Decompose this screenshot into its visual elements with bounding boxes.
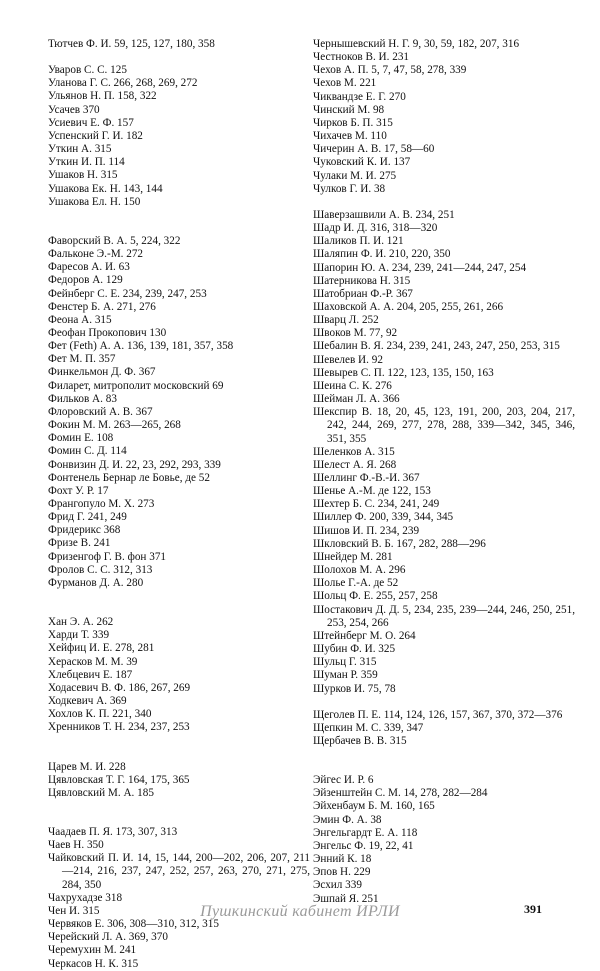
index-entry: Шолье Г.-А. де 52	[313, 577, 399, 590]
index-entry: Феофан Прокопович 130	[48, 326, 167, 339]
index-entry: Червяков Е. 306, 308—310, 312, 315	[48, 918, 219, 931]
index-entry: Эйзенштейн С. М. 14, 278, 282—284	[313, 787, 488, 800]
index-entry: Чулков Г. И. 38	[313, 182, 386, 195]
index-entry: Эмин Ф. А. 38	[313, 813, 382, 826]
index-entry: Черкасов Н. К. 315	[48, 957, 139, 970]
index-entry: Чаев Н. 350	[48, 839, 104, 852]
index-entry: Фаресов А. И. 63	[48, 261, 130, 274]
index-entry: Черемухин М. 241	[48, 944, 137, 957]
index-entry: Шеленков А. 315	[313, 445, 395, 458]
index-column-right	[313, 38, 575, 906]
index-entry: Энгельгардт Е. А. 118	[313, 826, 418, 839]
index-entry: Шишов И. П. 234, 239	[313, 524, 420, 537]
section-spacer	[48, 735, 310, 761]
index-entry: Шенье А.-М. де 122, 153	[313, 485, 431, 498]
index-entry: Уланова Г. С. 266, 268, 269, 272	[48, 77, 198, 90]
index-entry: Эсхил 339	[313, 879, 362, 892]
index-entry: Усиевич Е. Ф. 157	[48, 116, 134, 129]
index-entry: Херасков М. М. 39	[48, 655, 138, 668]
index-entry: Фет (Feth) А. А. 136, 139, 181, 357, 358	[48, 340, 234, 353]
index-entry: Усачев 370	[48, 103, 100, 116]
index-entry: Успенский Г. И. 182	[48, 129, 143, 142]
index-entry: Фаворский В. А. 5, 224, 322	[48, 234, 181, 247]
index-entry: Энгельс Ф. 19, 22, 41	[313, 839, 414, 852]
index-entry: Шолохов М. А. 296	[313, 564, 406, 577]
index-entry: Шевырев С. П. 122, 123, 135, 150, 163	[313, 366, 494, 379]
index-entry: Цявловский М. А. 185	[48, 786, 154, 799]
index-entry: Фридерикс 368	[48, 524, 121, 537]
index-entry: Фохт У. Р. 17	[48, 484, 109, 497]
index-entry: Шнейдер М. 281	[313, 550, 393, 563]
index-entry: Чинский М. 98	[313, 103, 385, 116]
index-entry: Чичерин А. В. 17, 58—60	[313, 143, 435, 156]
index-entry: Фокин М. М. 263—265, 268	[48, 419, 181, 432]
index-entry: Шульц Г. 315	[313, 656, 377, 669]
page-number: 391	[524, 902, 542, 916]
index-entry: Фризе В. 241	[48, 537, 111, 550]
index-entry: Шварц Л. 252	[313, 314, 379, 327]
index-entry: Эйхенбаум Б. М. 160, 165	[313, 800, 435, 813]
index-entry: Ушакова Ел. Н. 150	[48, 195, 141, 208]
index-entry: Шуман Р. 359	[313, 669, 378, 682]
index-entry: Шостакович Д. Д. 5, 234, 235, 239—244, 246, 250, 251, 253, 254, 266	[313, 603, 575, 629]
index-entry: Щеголев П. Е. 114, 124, 126, 157, 367, 370, 372—376	[313, 708, 563, 721]
index-entry: Щепкин М. С. 339, 347	[313, 721, 424, 734]
index-entry: Шеллинг Ф.-В.-И. 367	[313, 472, 420, 484]
index-entry: Ульянов Н. П. 158, 322	[48, 90, 157, 103]
index-entry: Фейнберг С. Е. 234, 239, 247, 253	[48, 287, 207, 300]
index-entry: Шаверзашвили А. В. 234, 251	[313, 208, 455, 221]
index-entry: Шаликов П. И. 121	[313, 235, 404, 248]
index-entry: Франгопуло М. Х. 273	[48, 498, 155, 510]
index-entry: Царев М. И. 228	[48, 760, 126, 773]
section-spacer	[48, 800, 310, 826]
index-entry: Фризенгоф Г. В. фон 371	[48, 550, 167, 563]
section-spacer	[48, 209, 310, 235]
index-entry: Энний К. 18	[313, 853, 372, 866]
index-entry: Чехов М. 221	[313, 77, 377, 90]
index-entry: Харди Т. 339	[48, 629, 110, 642]
index-entry: Эйгес И. Р. 6	[313, 774, 374, 787]
index-entry: Феона А. 315	[48, 313, 112, 326]
index-entry: Чуковский К. И. 137	[313, 156, 411, 169]
index-entry: Уткин А. 315	[48, 143, 112, 156]
index-entry: Ушаков Н. 315	[48, 169, 118, 182]
index-entry: Чайковский П. И. 14, 15, 144, 200—202, 206, 207, 211—214, 216, 237, 247, 252, 257, 263, 270, 271, 275, 284, 350	[48, 852, 310, 891]
index-entry: Чихачев М. 110	[313, 130, 387, 143]
index-entry: Шаховской А. А. 204, 205, 255, 261, 266	[313, 300, 504, 313]
index-entry: Филарет, митрополит московский 69	[48, 379, 224, 392]
index-entry: Чернышевский Н. Г. 9, 30, 59, 182, 207, 316	[313, 38, 520, 50]
index-entry: Уткин И. П. 114	[48, 156, 125, 169]
section-spacer	[313, 696, 575, 709]
index-entry: Чулаки М. И. 275	[313, 169, 397, 182]
index-entry: Фролов С. С. 312, 313	[48, 563, 153, 576]
index-entry: Шекспир В. 18, 20, 45, 123, 191, 200, 203, 204, 217, 242, 244, 269, 277, 278, 288, 339—342, 345, 346, 351, 355	[313, 406, 575, 445]
index-entry: Шурков И. 75, 78	[313, 682, 396, 695]
index-entry: Уваров С. С. 125	[48, 64, 127, 77]
index-entry: Финкельмон Д. Ф. 367	[48, 366, 156, 379]
section-spacer	[48, 590, 310, 616]
index-entry: Шапорин Ю. А. 234, 239, 241—244, 247, 254	[313, 261, 527, 274]
index-entry: Хан Э. А. 262	[48, 616, 114, 629]
index-entry: Ушакова Ек. Н. 143, 144	[48, 182, 163, 195]
section-spacer	[313, 196, 575, 209]
index-entry: Шатобриан Ф.-Р. 367	[313, 287, 413, 300]
index-entry: Шиллер Ф. 200, 339, 344, 345	[313, 511, 454, 524]
index-entry: Черейский Л. А. 369, 370	[48, 931, 168, 944]
index-entry: Хохлов К. П. 221, 340	[48, 708, 152, 721]
index-entry: Ходасевич В. Ф. 186, 267, 269	[48, 681, 191, 694]
index-entry: Чехов А. П. 5, 7, 47, 58, 278, 339	[313, 64, 467, 77]
index-entry: Фонтенель Бернар ле Бовье, де 52	[48, 471, 210, 484]
index-entry: Щербачев В. В. 315	[313, 734, 407, 747]
index-entry: Шелест А. Я. 268	[313, 458, 397, 471]
index-entry: Цявловская Т. Г. 164, 175, 365	[48, 773, 190, 786]
index-entry: Шатерникова Н. 315	[313, 274, 411, 287]
index-entry: Фенстер Б. А. 271, 276	[48, 300, 156, 313]
index-entry: Фет М. П. 357	[48, 353, 116, 366]
index-entry: Шевелев И. 92	[313, 353, 383, 366]
index-entry: Шебалин В. Я. 234, 239, 241, 243, 247, 250, 253, 315	[313, 340, 560, 353]
index-entry: Честноков В. И. 231	[313, 51, 410, 64]
index-entry: Эшпай Я. 251	[313, 892, 379, 905]
index-entry: Фурманов Д. А. 280	[48, 576, 144, 589]
index-entry: Хейфиц И. Е. 278, 281	[48, 642, 155, 655]
index-entry: Шольц Ф. Е. 255, 257, 258	[313, 590, 438, 603]
index-entry: Эпов Н. 229	[313, 866, 371, 879]
index-entry: Швоков М. 77, 92	[313, 327, 398, 340]
index-entry: Хренников Т. Н. 234, 237, 253	[48, 721, 190, 734]
section-spacer	[48, 51, 310, 64]
watermark: Пушкинский кабинет ИРЛИ	[200, 903, 400, 920]
index-entry: Шехтер Б. С. 234, 241, 249	[313, 498, 440, 511]
index-entry: Фальконе Э.-М. 272	[48, 248, 144, 261]
index-entry: Фомин Е. 108	[48, 432, 114, 445]
index-entry: Шадр И. Д. 316, 318—320	[313, 222, 438, 235]
index-entry: Шаляпин Ф. И. 210, 220, 350	[313, 248, 451, 261]
index-entry: Шеина С. К. 276	[313, 379, 392, 392]
index-column-left	[48, 38, 310, 971]
index-entry: Чирков Б. П. 315	[313, 116, 393, 129]
index-entry: Фонвизин Д. И. 22, 23, 292, 293, 339	[48, 458, 221, 471]
section-spacer	[313, 748, 575, 774]
index-entry: Чиквандзе Е. Г. 270	[313, 90, 406, 103]
index-entry: Флоровский А. В. 367	[48, 405, 153, 418]
index-entry: Фрид Г. 241, 249	[48, 511, 127, 524]
index-entry: Фомин С. Д. 114	[48, 445, 127, 458]
index-entry: Чен И. 315	[48, 904, 100, 917]
index-entry: Федоров А. 129	[48, 274, 123, 287]
index-entry: Фильков А. 83	[48, 392, 117, 405]
index-entry: Штейнберг М. О. 264	[313, 629, 416, 642]
index-entry: Чаадаев П. Я. 173, 307, 313	[48, 825, 178, 838]
index-entry: Шкловский В. Б. 167, 282, 288—296	[313, 537, 486, 550]
index-entry: Хлебцевич Е. 187	[48, 668, 133, 681]
index-entry: Чахрухадзе 318	[48, 891, 123, 904]
index-entry: Шубин Ф. И. 325	[313, 643, 396, 656]
index-entry: Шейман Л. А. 366	[313, 393, 400, 406]
index-entry: Тютчев Ф. И. 59, 125, 127, 180, 358	[48, 38, 215, 50]
index-entry: Ходкевич А. 369	[48, 695, 127, 708]
